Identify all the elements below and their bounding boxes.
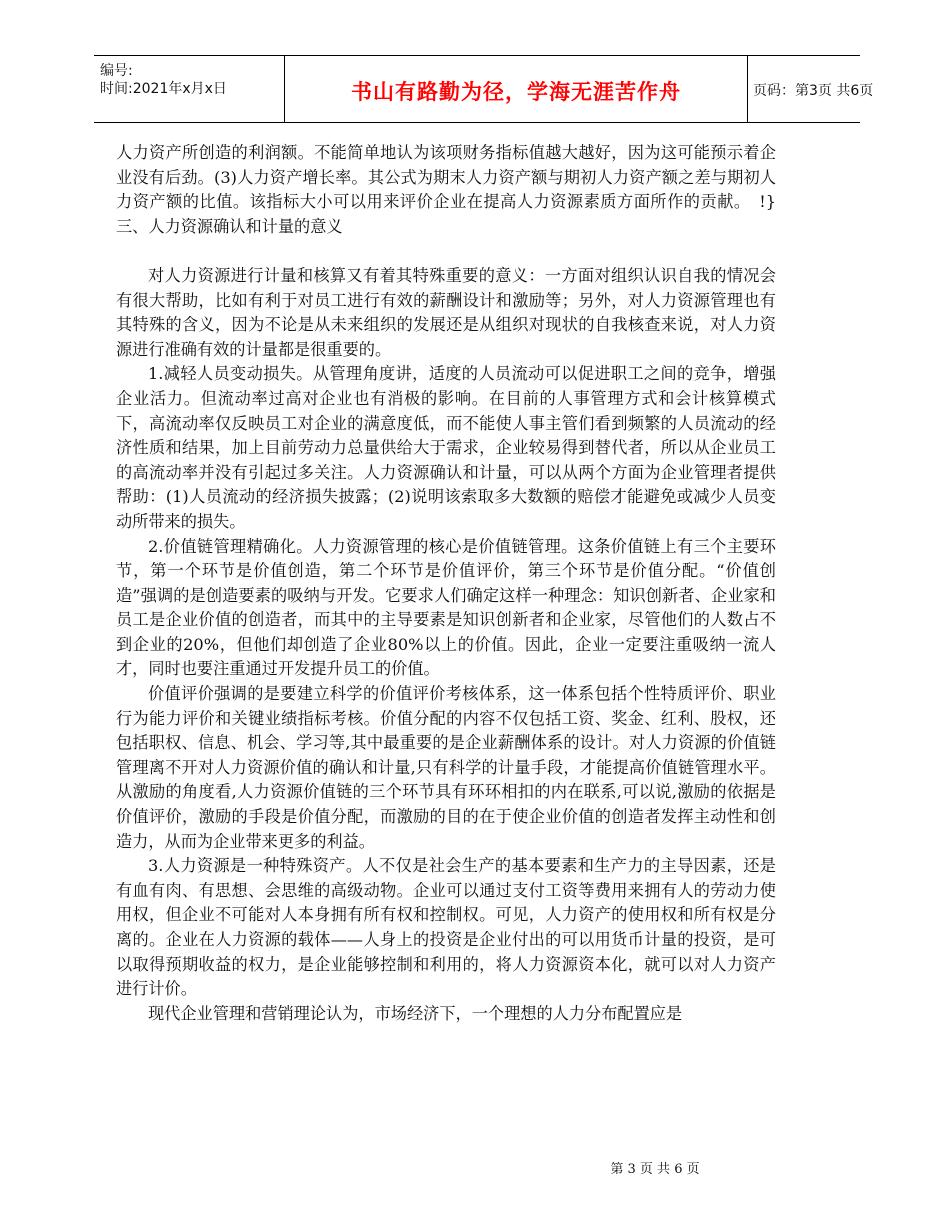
header-motto-cell <box>284 56 748 122</box>
header-page-label: 页码：第3页 共6页 <box>753 83 874 99</box>
header-page-cell <box>747 56 874 122</box>
header-motto: 书山有路勤为径，学海无涯苦作舟 <box>351 80 681 104</box>
paragraph-7: 现代企业管理和营销理论认为，市场经济下，一个理想的人力分布配置应是 <box>148 1003 683 1023</box>
paragraph-4: 2.价值链管理精确化。人力资源管理的核心是价值链管理。这条价值链上有三个主要环节，第一个环节是价值创造，第二个环节是价值评价，第三个环节是价值分配。“价值创造”强调的是创造要素的吸纳与开发。它要求人们确定这样一种理念：知识创新者、企业家和员工是企业价值的创造者，而其中的主导要素是知识创新者和企业家，尽管他们的人数占不到企业的20%，但他们却创造了企业80%以上的价值。因此，企业一定要注重吸纳一流人才，同时也要注重通过开发提升员工的价值。 <box>116 536 776 679</box>
header-left-cell <box>94 56 284 122</box>
paragraph-2: 对人力资源进行计量和核算又有着其特殊重要的意义：一方面对组织认识自我的情况会有很大帮助，比如有利于对员工进行有效的薪酬设计和激励等；另外，对人力资源管理也有其特殊的含义，因为不论是从未来组织的发展还是从组织对现状的自我核查来说，对人力资源进行准确有效的计量都是很重要的。 <box>116 265 776 359</box>
code-label: 编号: <box>100 63 133 79</box>
paragraph-6: 3.人力资源是一种特殊资产。人不仅是社会生产的基本要素和生产力的主导因素，还是有血有肉、有思想、会思维的高级动物。企业可以通过支付工资等费用来拥有人的劳动力使用权，但企业不可能对人本身拥有所有权和控制权。可见，人力资产的使用权和所有权是分离的。企业在人力资源的载体——人身上的投资是企业付出的可以用货币计量的投资，是可以取得预期收益的权力，是企业能够控制和利用的，将人力资源资本化，就可以对人力资产进行计价。 <box>116 856 776 999</box>
paragraph-1: 人力资产所创造的利润额。不能简单地认为该项财务指标值越大越好，因为这可能预示着企业没有后劲。(3)人力资产增长率。其公式为期末人力资产额与期初人力资产额之差与期初人力资产额的比值。该指标大小可以用来评价企业在提高人力资源素质方面所作的贡献。 !}三、人力资源确认和计量的意义 <box>116 143 776 236</box>
document-body <box>116 141 776 1026</box>
paragraph-5: 价值评价强调的是要建立科学的价值评价考核体系，这一体系包括个性特质评价、职业行为能力评价和关键业绩指标考核。价值分配的内容不仅包括工资、奖金、红利、股权，还包括职权、信息、机会、学习等,其中最重要的是企业薪酬体系的设计。对人力资源的价值链管理离不开对人力资源价值的确认和计量,只有科学的计量手段，才能提高价值链管理水平。从激励的角度看,人力资源价值链的三个环节具有环环相扣的内在联系,可以说,激励的依据是价值评价，激励的手段是价值分配，而激励的目的在于使企业价值的创造者发挥主动性和创造力，从而为企业带来更多的利益。 <box>116 684 776 851</box>
page-header <box>94 55 874 123</box>
footer-page-number: 第 3 页 共 6 页 <box>610 1162 700 1177</box>
page-footer <box>0 1158 950 1177</box>
time-label: 时间:2021年x月x日 <box>100 81 227 97</box>
paragraph-3: 1.减轻人员变动损失。从管理角度讲，适度的人员流动可以促进职工之间的竞争，增强企业活力。但流动率过高对企业也有消极的影响。在目前的人事管理方式和会计核算模式下，高流动率仅反映员工对企业的满意度低，而不能使人事主管们看到频繁的人员流动的经济性质和结果，加上目前劳动力总量供给大于需求，企业较易得到替代者，所以从企业员工的高流动率并没有引起过多关注。人力资源确认和计量，可以从两个方面为企业管理者提供帮助：(1)人员流动的经济损失披露；(2)说明该索取多大数额的赔偿才能避免或减少人员变动所带来的损失。 <box>116 364 776 531</box>
